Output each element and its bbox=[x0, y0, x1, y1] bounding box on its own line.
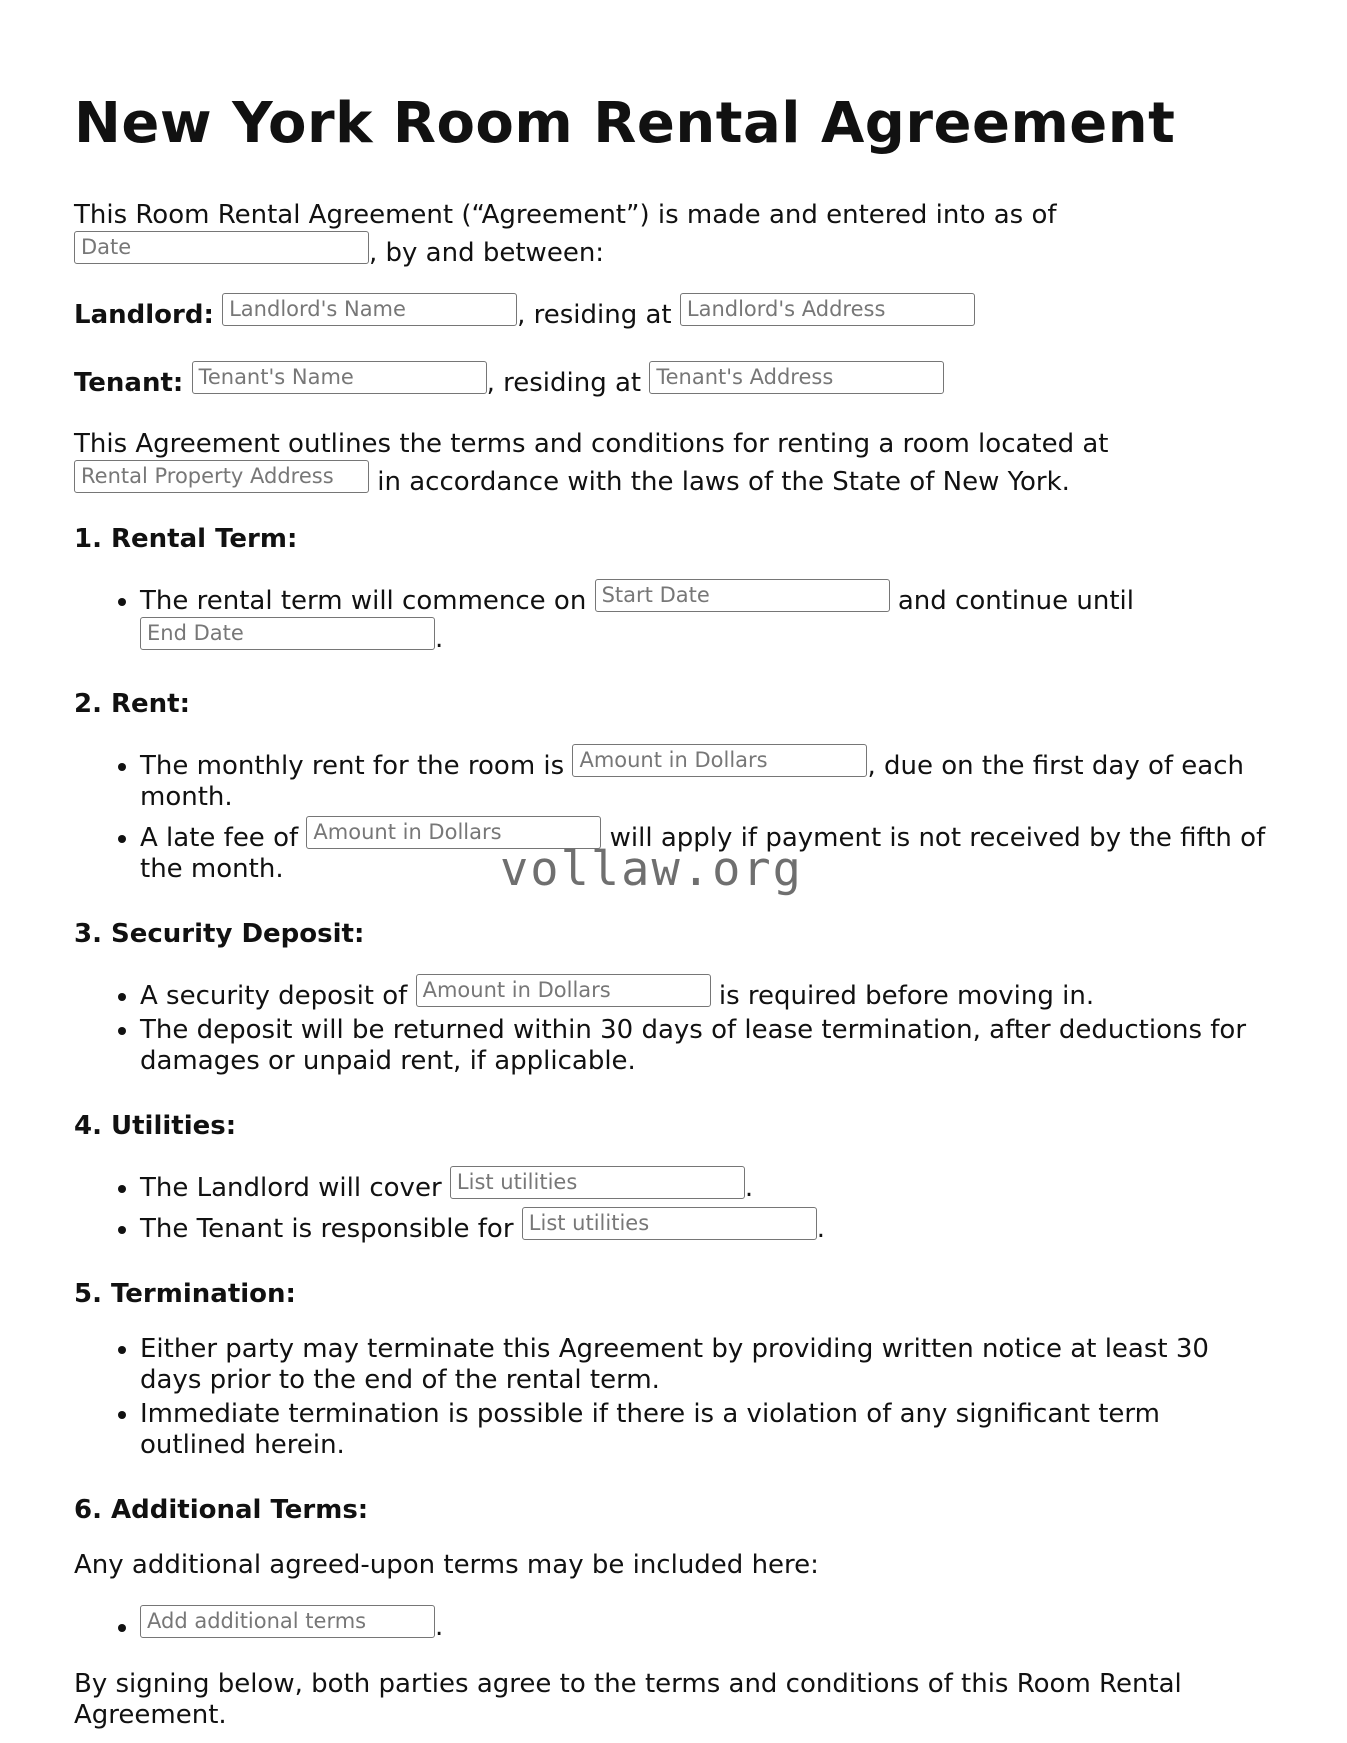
list-item: • Either party may terminate this Agreement by providing written notice at least 30 days prior to the end of the rental term. bbox=[140, 1334, 1274, 1396]
date-field[interactable]: Date bbox=[74, 231, 369, 264]
additional-terms-list bbox=[74, 1605, 1274, 1643]
tenant-residing-text: , residing at bbox=[486, 368, 642, 398]
list-item bbox=[140, 1605, 1274, 1643]
rental-term-text-middle: and continue until bbox=[897, 586, 1134, 616]
outline-text: This Agreement outlines the terms and conditions for renting a room located at bbox=[74, 429, 1109, 459]
late-fee-text-after: will apply if payment is not received by the fifth of the month. bbox=[140, 823, 1266, 884]
end-date-field[interactable]: End Date bbox=[140, 617, 435, 650]
watermark: vollaw.org bbox=[500, 842, 803, 897]
section-heading-rental-term: 1. Rental Term: bbox=[74, 524, 298, 554]
list-item bbox=[140, 974, 1274, 1012]
list-item bbox=[140, 1166, 1274, 1204]
rental-term-period: . bbox=[435, 624, 444, 654]
tenant-label: Tenant: bbox=[74, 368, 184, 398]
landlord-utilities-field[interactable]: List utilities bbox=[450, 1166, 745, 1199]
rental-property-address-field[interactable]: Rental Property Address bbox=[74, 460, 369, 493]
landlord-utilities-period: . bbox=[744, 1173, 754, 1203]
rental-term-list bbox=[74, 579, 1274, 655]
tenant-utilities-text: The Tenant is responsible for bbox=[140, 1214, 514, 1244]
landlord-utilities-text: The Landlord will cover bbox=[140, 1173, 442, 1203]
tenant-utilities-period: . bbox=[816, 1214, 826, 1244]
landlord-name-field[interactable]: Landlord's Name bbox=[222, 293, 517, 326]
additional-terms-period: . bbox=[435, 1612, 444, 1642]
additional-terms-field[interactable]: Add additional terms bbox=[140, 1605, 435, 1638]
deposit-text: A security deposit of bbox=[140, 981, 408, 1011]
landlord-residing-text: , residing at bbox=[517, 300, 672, 330]
list-item bbox=[140, 579, 1274, 655]
list-item: • Immediate termination is possible if there is a violation of any significant term outlined herein. bbox=[140, 1399, 1274, 1461]
list-item bbox=[140, 1207, 1274, 1245]
document-page bbox=[74, 90, 1274, 1731]
security-deposit-list bbox=[74, 974, 1274, 1077]
tenant-line bbox=[74, 361, 1274, 399]
rental-term-text: The rental term will commence on bbox=[140, 586, 587, 616]
closing-paragraph: By signing below, both parties agree to the terms and conditions of this Room Rental Agreement. bbox=[74, 1669, 1182, 1730]
utilities-list bbox=[74, 1166, 1274, 1245]
section-heading-utilities: 4. Utilities: bbox=[74, 1111, 237, 1141]
section-heading-rent: 2. Rent: bbox=[74, 689, 191, 719]
late-fee-field[interactable]: Amount in Dollars bbox=[306, 816, 601, 849]
intro-text-after: , by and between: bbox=[369, 238, 605, 268]
additional-terms-intro: Any additional agreed-upon terms may be included here: bbox=[74, 1550, 819, 1580]
termination-list bbox=[74, 1334, 1274, 1461]
rent-text-after: , due on the first day of each month. bbox=[140, 751, 1244, 812]
section-heading-security-deposit: 3. Security Deposit: bbox=[74, 919, 365, 949]
intro-text: This Room Rental Agreement (“Agreement”) is made and entered into as of bbox=[74, 200, 1057, 230]
tenant-address-field[interactable]: Tenant's Address bbox=[649, 361, 944, 394]
list-item bbox=[140, 744, 1274, 813]
tenant-utilities-field[interactable]: List utilities bbox=[522, 1207, 817, 1240]
deposit-text-after: is required before moving in. bbox=[710, 981, 1095, 1011]
landlord-line bbox=[74, 293, 1274, 331]
tenant-name-field[interactable]: Tenant's Name bbox=[192, 361, 487, 394]
outline-text-after: in accordance with the laws of the State of New York. bbox=[369, 467, 1070, 497]
section-heading-termination: 5. Termination: bbox=[74, 1279, 296, 1309]
outline-paragraph bbox=[74, 429, 1274, 498]
landlord-address-field[interactable]: Landlord's Address bbox=[680, 293, 975, 326]
list-item: • The deposit will be returned within 30 days of lease termination, after deductions for damages or unpaid rent, if applicable. bbox=[140, 1015, 1274, 1077]
document-title: New York Room Rental Agreement bbox=[74, 91, 1176, 156]
late-fee-text: A late fee of bbox=[140, 823, 299, 853]
section-heading-additional-terms: 6. Additional Terms: bbox=[74, 1495, 369, 1525]
security-deposit-field[interactable]: Amount in Dollars bbox=[416, 974, 711, 1007]
landlord-label: Landlord: bbox=[74, 300, 214, 330]
rent-text: The monthly rent for the room is bbox=[140, 751, 565, 781]
start-date-field[interactable]: Start Date bbox=[595, 579, 890, 612]
intro-paragraph bbox=[74, 200, 1274, 269]
monthly-rent-field[interactable]: Amount in Dollars bbox=[572, 744, 867, 777]
